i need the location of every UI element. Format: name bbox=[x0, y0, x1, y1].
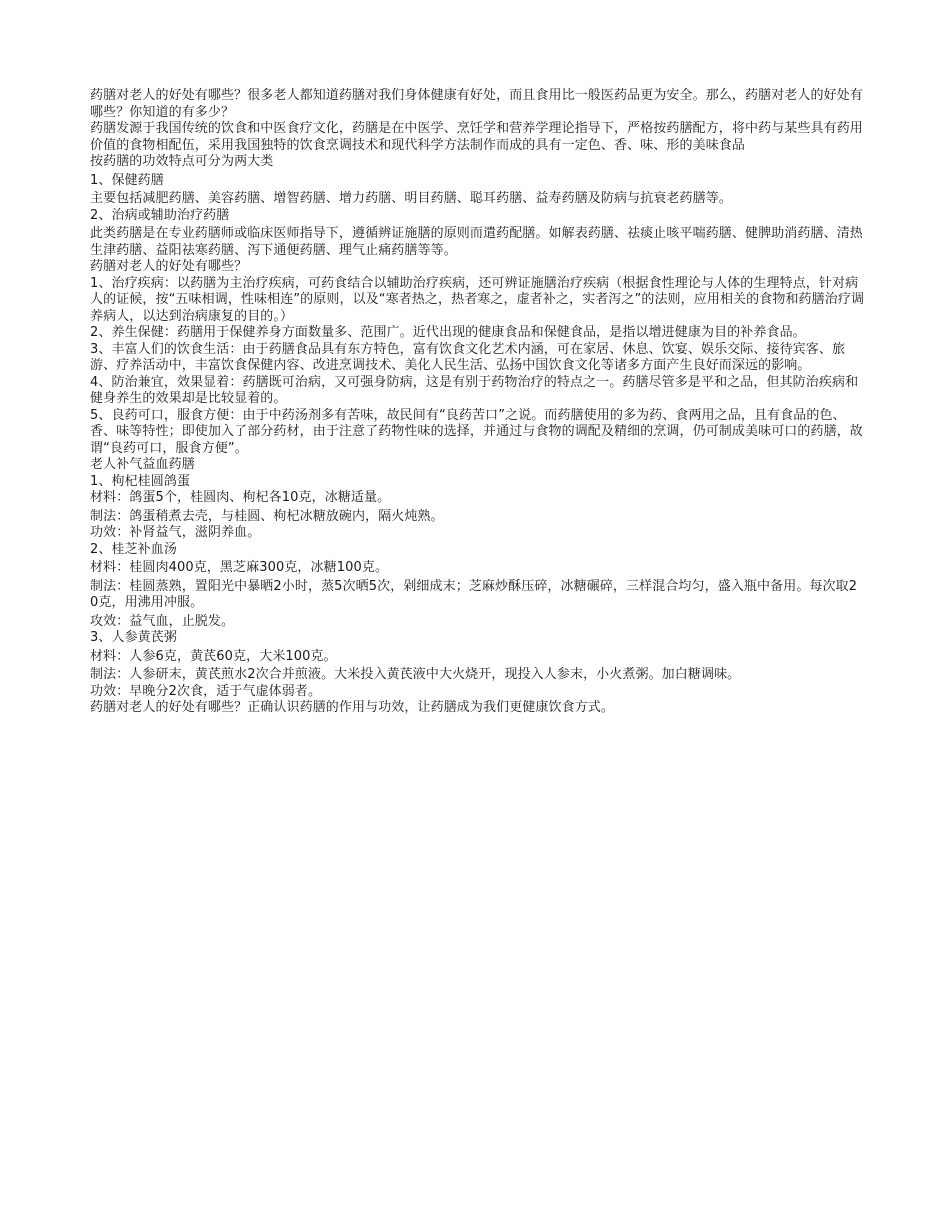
recipe-2-title: 2、桂芝补血汤 bbox=[90, 541, 177, 557]
recipe-2-effect: 攻效：益气血，止脱发。 bbox=[90, 613, 235, 629]
section-heading-health: 1、保健药膳 bbox=[90, 172, 164, 188]
treatment-paragraph: 此类药膳是在专业药膳师或临床医师指导下，遵循辨证施膳的原则而遣药配膳。如解表药膳、祛痰止咳平喘药膳、健脾助消药膳、清热生津药膳、益阳祛寒药膳、泻下通便药膳、理气止痛药膳等等。 bbox=[90, 226, 863, 258]
recipe-3-method: 制法：人参研末，黄芪煎水2次合并煎液。大米投入黄芪液中大火烧开，现投入人参末，小火煮粥。加白糖调味。 bbox=[90, 667, 741, 682]
benefit-item-2: 2、养生保健：药膳用于保健养身方面数量多、范围广。近代出现的健康食品和保健食品，是指以增进健康为目的补养食品。 bbox=[90, 325, 806, 340]
recipe-2-ingredients: 材料：桂圆肉400克，黑芝麻300克，冰糖100克。 bbox=[90, 560, 389, 575]
recipe-1-effect: 功效：补肾益气，滋阴养血。 bbox=[90, 525, 261, 540]
definition-paragraph: 药膳发源于我国传统的饮食和中医食疗文化，药膳是在中医学、烹饪学和营养学理论指导下，严格按药膳配方，将中药与某些具有药用价值的食物相配伍，采用我国独特的饮食烹调技术和现代科学方法制作而成的具有一定色、香、味、形的美味食品 bbox=[90, 121, 863, 153]
conclusion-paragraph: 药膳对老人的好处有哪些？正确认识药膳的作用与功效，让药膳成为我们更健康饮食方式。 bbox=[90, 700, 615, 715]
benefits-heading: 药膳对老人的好处有哪些？ bbox=[90, 259, 248, 274]
recipes-heading: 老人补气益血药膳 bbox=[90, 457, 195, 472]
health-paragraph: 主要包括减肥药膳、美容药膳、增智药膳、增力药膳、明目药膳、聪耳药膳、益寿药膳及防病与抗衰老药膳等。 bbox=[90, 191, 732, 206]
recipe-2-method: 制法：桂圆蒸熟，置阳光中暴晒2小时，蒸5次晒5次，剁细成末；芝麻炒酥压碎，冰糖碾碎，三样混合均匀，盛入瓶中备用。每次取20克，用沸用冲服。 bbox=[90, 578, 858, 610]
classification-heading: 按药膳的功效特点可分为两大类 bbox=[90, 154, 274, 169]
intro-paragraph: 药膳对老人的好处有哪些？很多老人都知道药膳对我们身体健康有好处，而且食用比一般医药品更为安全。那么，药膳对老人的好处有哪些？你知道的有多少？ bbox=[90, 88, 863, 120]
recipe-1-method: 制法：鸽蛋稍煮去壳，与桂圆、枸杞冰糖放碗内，隔火炖熟。 bbox=[90, 508, 444, 524]
recipe-3-ingredients: 材料：人参6克，黄芪60克，大米100克。 bbox=[90, 648, 337, 664]
document-body bbox=[90, 88, 865, 717]
recipe-1-ingredients: 材料：鸽蛋5个，桂圆肉、枸杞各10克，冰糖适量。 bbox=[90, 490, 391, 505]
recipe-1-title: 1、枸杞桂圆鸽蛋 bbox=[90, 473, 191, 489]
benefit-item-4: 4、防治兼宜，效果显着：药膳既可治病，又可强身防病，这是有别于药物治疗的特点之一。药膳尽管多是平和之品，但其防治疾病和健身养生的效果却是比较显着的。 bbox=[90, 374, 859, 406]
benefit-item-5: 5、良药可口，服食方便：由于中药汤剂多有苦味，故民间有“良药苦口”之说。而药膳使用的多为药、食两用之品，且有食品的色、香、味等特性；即使加入了部分药材，由于注意了药物性味的选择，并通过与食物的调配及精细的烹调，仍可制成美味可口的药膳，故谓“良药可口，服食方便”。 bbox=[90, 407, 863, 456]
benefit-item-3: 3、丰富人们的饮食生活：由于药膳食品具有东方特色，富有饮食文化艺术内涵，可在家居、休息、饮宴、娱乐交际、接待宾客、旅游、疗养活动中，丰富饮食保健内容、改进烹调技术、美化人民生活、弘扬中国饮食文化等诸多方面产生良好而深远的影响。 bbox=[90, 341, 846, 373]
section-heading-treatment: 2、治病或辅助治疗药膳 bbox=[90, 207, 230, 223]
recipe-3-effect: 功效：早晚分2次食，适于气虚体弱者。 bbox=[90, 683, 322, 699]
recipe-3-title: 3、人参黄芪粥 bbox=[90, 630, 177, 645]
benefit-item-1: 1、治疗疾病：以药膳为主治疗疾病，可药食结合以辅助治疗疾病，还可辨证施膳治疗疾病（根据食性理论与人体的生理特点，针对病人的证候，按“五味相调，性味相连”的原则，以及“寒者热之，热者寒之，虚者补之，实者泻之”的法则，应用相关的食物和药膳治疗调养病人，以达到治病康复的目的。） bbox=[90, 275, 865, 324]
